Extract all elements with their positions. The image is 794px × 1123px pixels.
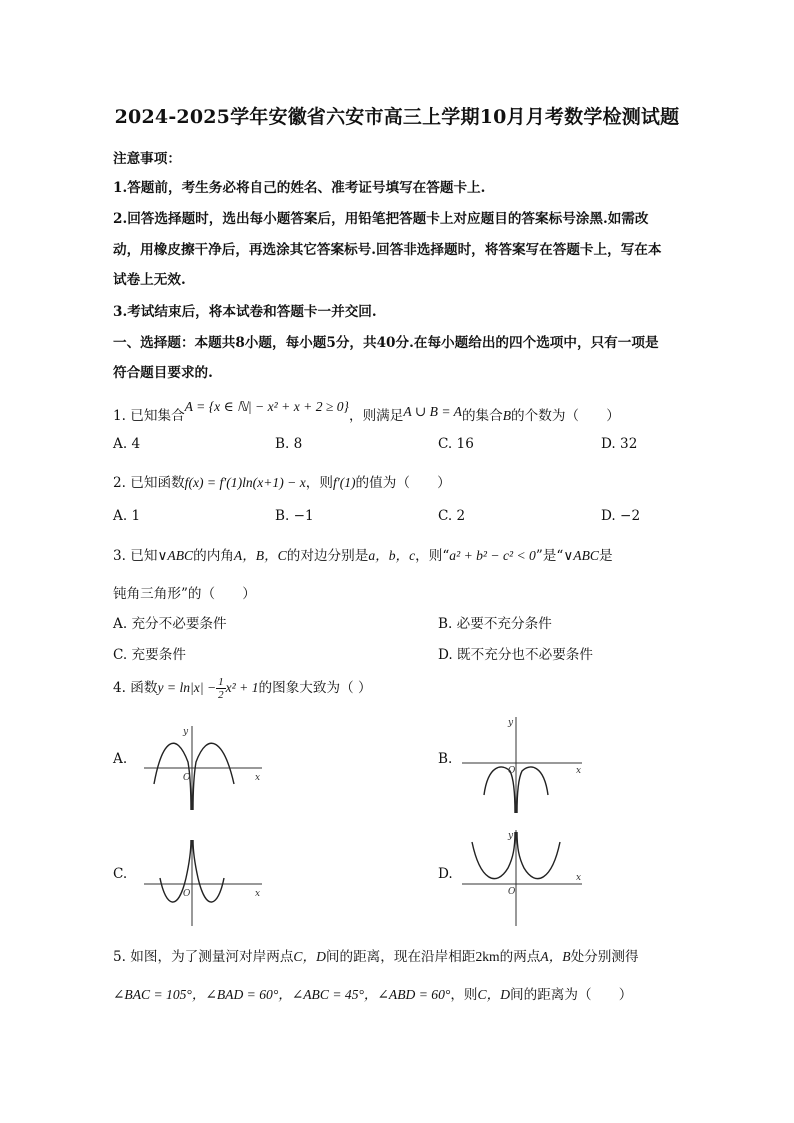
q1-option-d: D. 32 bbox=[601, 436, 638, 452]
q5-mid-2: 的两点 bbox=[499, 949, 541, 965]
section-1-line-2: 符合题目要求的. bbox=[113, 365, 213, 381]
q4-option-b-label: B. bbox=[438, 751, 453, 767]
q3-triangle-2: ∨ABC bbox=[563, 548, 599, 563]
q2-option-d: D. −2 bbox=[601, 508, 641, 524]
x-label: x bbox=[576, 766, 582, 776]
q4-graph-c bbox=[140, 838, 270, 928]
curve-right bbox=[517, 767, 548, 813]
q4-option-d-label: D. bbox=[438, 866, 453, 882]
curve-right bbox=[193, 840, 224, 902]
q5-mid: 间的距离，现在沿岸相距 bbox=[325, 949, 476, 965]
q5-prefix: 5. 如图，为了测量河对岸两点 bbox=[113, 949, 294, 965]
q5-points-cd: C，D bbox=[293, 949, 326, 964]
q1-prefix: 1. 已知集合 bbox=[113, 408, 185, 424]
notice-item-2-line-2: 动，用橡皮擦干净后，再选涂其它答案标号.回答非选择题时，将答案写在答题卡上，写在本 bbox=[113, 242, 662, 258]
q1-set-b: B bbox=[502, 408, 512, 423]
q2-expr: f(x) = f′(1)ln(x+1) − x bbox=[184, 475, 306, 490]
question-1 bbox=[113, 399, 620, 424]
question-3-line-2: 钝角三角形”的（ ） bbox=[113, 586, 256, 602]
q4-option-a-label: A. bbox=[113, 751, 128, 767]
q3-mid-2: 的对边分别是 bbox=[286, 548, 369, 564]
q4-fraction bbox=[216, 676, 226, 701]
q4-expr-left: y = ln|x| − bbox=[157, 680, 217, 695]
q3-inequality: a² + b² − c² < 0 bbox=[449, 548, 536, 563]
question-3-line-1 bbox=[113, 544, 613, 564]
q3-option-d: D. 既不充分也不必要条件 bbox=[438, 647, 593, 663]
curve-right bbox=[517, 832, 560, 879]
q4-suffix: 的图象大致为（ ） bbox=[258, 680, 372, 696]
q4-expr-right: x² + 1 bbox=[225, 680, 259, 695]
x-label: x bbox=[255, 889, 261, 899]
q5-line-2-mid: ，则 bbox=[450, 987, 478, 1003]
curve-right bbox=[193, 743, 234, 810]
origin-label: O bbox=[508, 887, 516, 897]
question-5-line-2 bbox=[113, 983, 632, 1003]
q4-prefix: 4. 函数 bbox=[113, 680, 158, 696]
q2-option-c: C. 2 bbox=[438, 508, 466, 524]
notice-item-2-line-3: 试卷上无效. bbox=[113, 272, 186, 288]
question-2 bbox=[113, 471, 451, 491]
q4-frac-den: 2 bbox=[218, 689, 224, 701]
q2-target: f′(1) bbox=[332, 475, 356, 490]
q1-suffix-1: 的集合 bbox=[461, 408, 503, 424]
q3-mid-4: ”是“ bbox=[535, 548, 564, 564]
q1-set-expr: A = {x ∈ ℕ| − x² + x + 2 ≥ 0} bbox=[184, 399, 349, 414]
q3-angles: A，B，C bbox=[233, 548, 287, 563]
q3-option-c: C. 充要条件 bbox=[113, 647, 186, 663]
q2-option-a: A. 1 bbox=[113, 508, 141, 524]
q2-prefix: 2. 已知函数 bbox=[113, 475, 185, 491]
q3-mid: 的内角 bbox=[193, 548, 234, 564]
q1-option-c: C. 16 bbox=[438, 436, 474, 452]
q3-sides: a，b，c bbox=[368, 548, 416, 563]
notice-item-1: 1.答题前，考生务必将自己的姓名、准考证号填写在答题卡上. bbox=[113, 180, 486, 196]
q5-line-1-end: 处分别测得 bbox=[570, 949, 639, 965]
q2-option-b: B. −1 bbox=[275, 508, 314, 524]
notice-item-3: 3.考试结束后，将本试卷和答题卡一并交回. bbox=[113, 304, 377, 320]
q5-line-2-end: 间的距离为（ ） bbox=[510, 987, 633, 1003]
q1-condition: A ∪ B = A bbox=[403, 404, 462, 419]
q4-graph-b bbox=[458, 715, 588, 815]
q3-prefix: 3. 已知 bbox=[113, 548, 158, 564]
q2-mid: ，则 bbox=[305, 475, 333, 491]
origin-label: O bbox=[508, 766, 516, 776]
q4-graph-a bbox=[140, 722, 270, 812]
notice-item-2-line-1: 2.回答选择题时，选出每小题答案后，用铅笔把答题卡上对应题目的答案标号涂黑.如需改 bbox=[113, 211, 649, 227]
y-label: y bbox=[183, 727, 189, 737]
q1-mid: ，则满足 bbox=[349, 408, 404, 424]
origin-label: O bbox=[183, 889, 191, 899]
page-title: 2024-2025学年安徽省六安市高三上学期10月月考数学检测试题 bbox=[114, 106, 680, 128]
y-label: y bbox=[508, 718, 514, 728]
q5-distance: 2km bbox=[475, 949, 500, 964]
q4-graph-d bbox=[458, 828, 588, 928]
q3-option-a: A. 充分不必要条件 bbox=[113, 616, 227, 632]
y-label: y bbox=[508, 831, 514, 841]
q1-option-a: A. 4 bbox=[113, 436, 141, 452]
q4-option-c-label: C. bbox=[113, 866, 128, 882]
q3-mid-3: ，则“ bbox=[415, 548, 450, 564]
x-label: x bbox=[576, 873, 582, 883]
q1-option-b: B. 8 bbox=[275, 436, 303, 452]
q3-triangle: ∨ABC bbox=[157, 548, 194, 563]
q5-points-cd-2: C，D bbox=[477, 987, 511, 1002]
q5-points-ab: A，B bbox=[540, 949, 571, 964]
section-1-line-1: 一、选择题：本题共8小题，每小题5分，共40分.在每小题给出的四个选项中，只有一项是 bbox=[113, 335, 659, 351]
question-4 bbox=[113, 676, 372, 701]
q1-suffix-2: 的个数为（ ） bbox=[511, 408, 620, 424]
q4-frac-num: 1 bbox=[218, 676, 224, 688]
q3-option-b: B. 必要不充分条件 bbox=[438, 616, 552, 632]
q5-angles: ∠BAC = 105°，∠BAD = 60°，∠ABC = 45°，∠ABD = 60° bbox=[113, 987, 451, 1002]
q3-line-1-end: 是 bbox=[598, 548, 613, 564]
x-label: x bbox=[255, 773, 261, 783]
notice-heading: 注意事项： bbox=[113, 151, 181, 167]
q2-suffix: 的值为（ ） bbox=[355, 475, 451, 491]
question-5-line-1 bbox=[113, 945, 639, 965]
origin-label: O bbox=[183, 773, 191, 783]
